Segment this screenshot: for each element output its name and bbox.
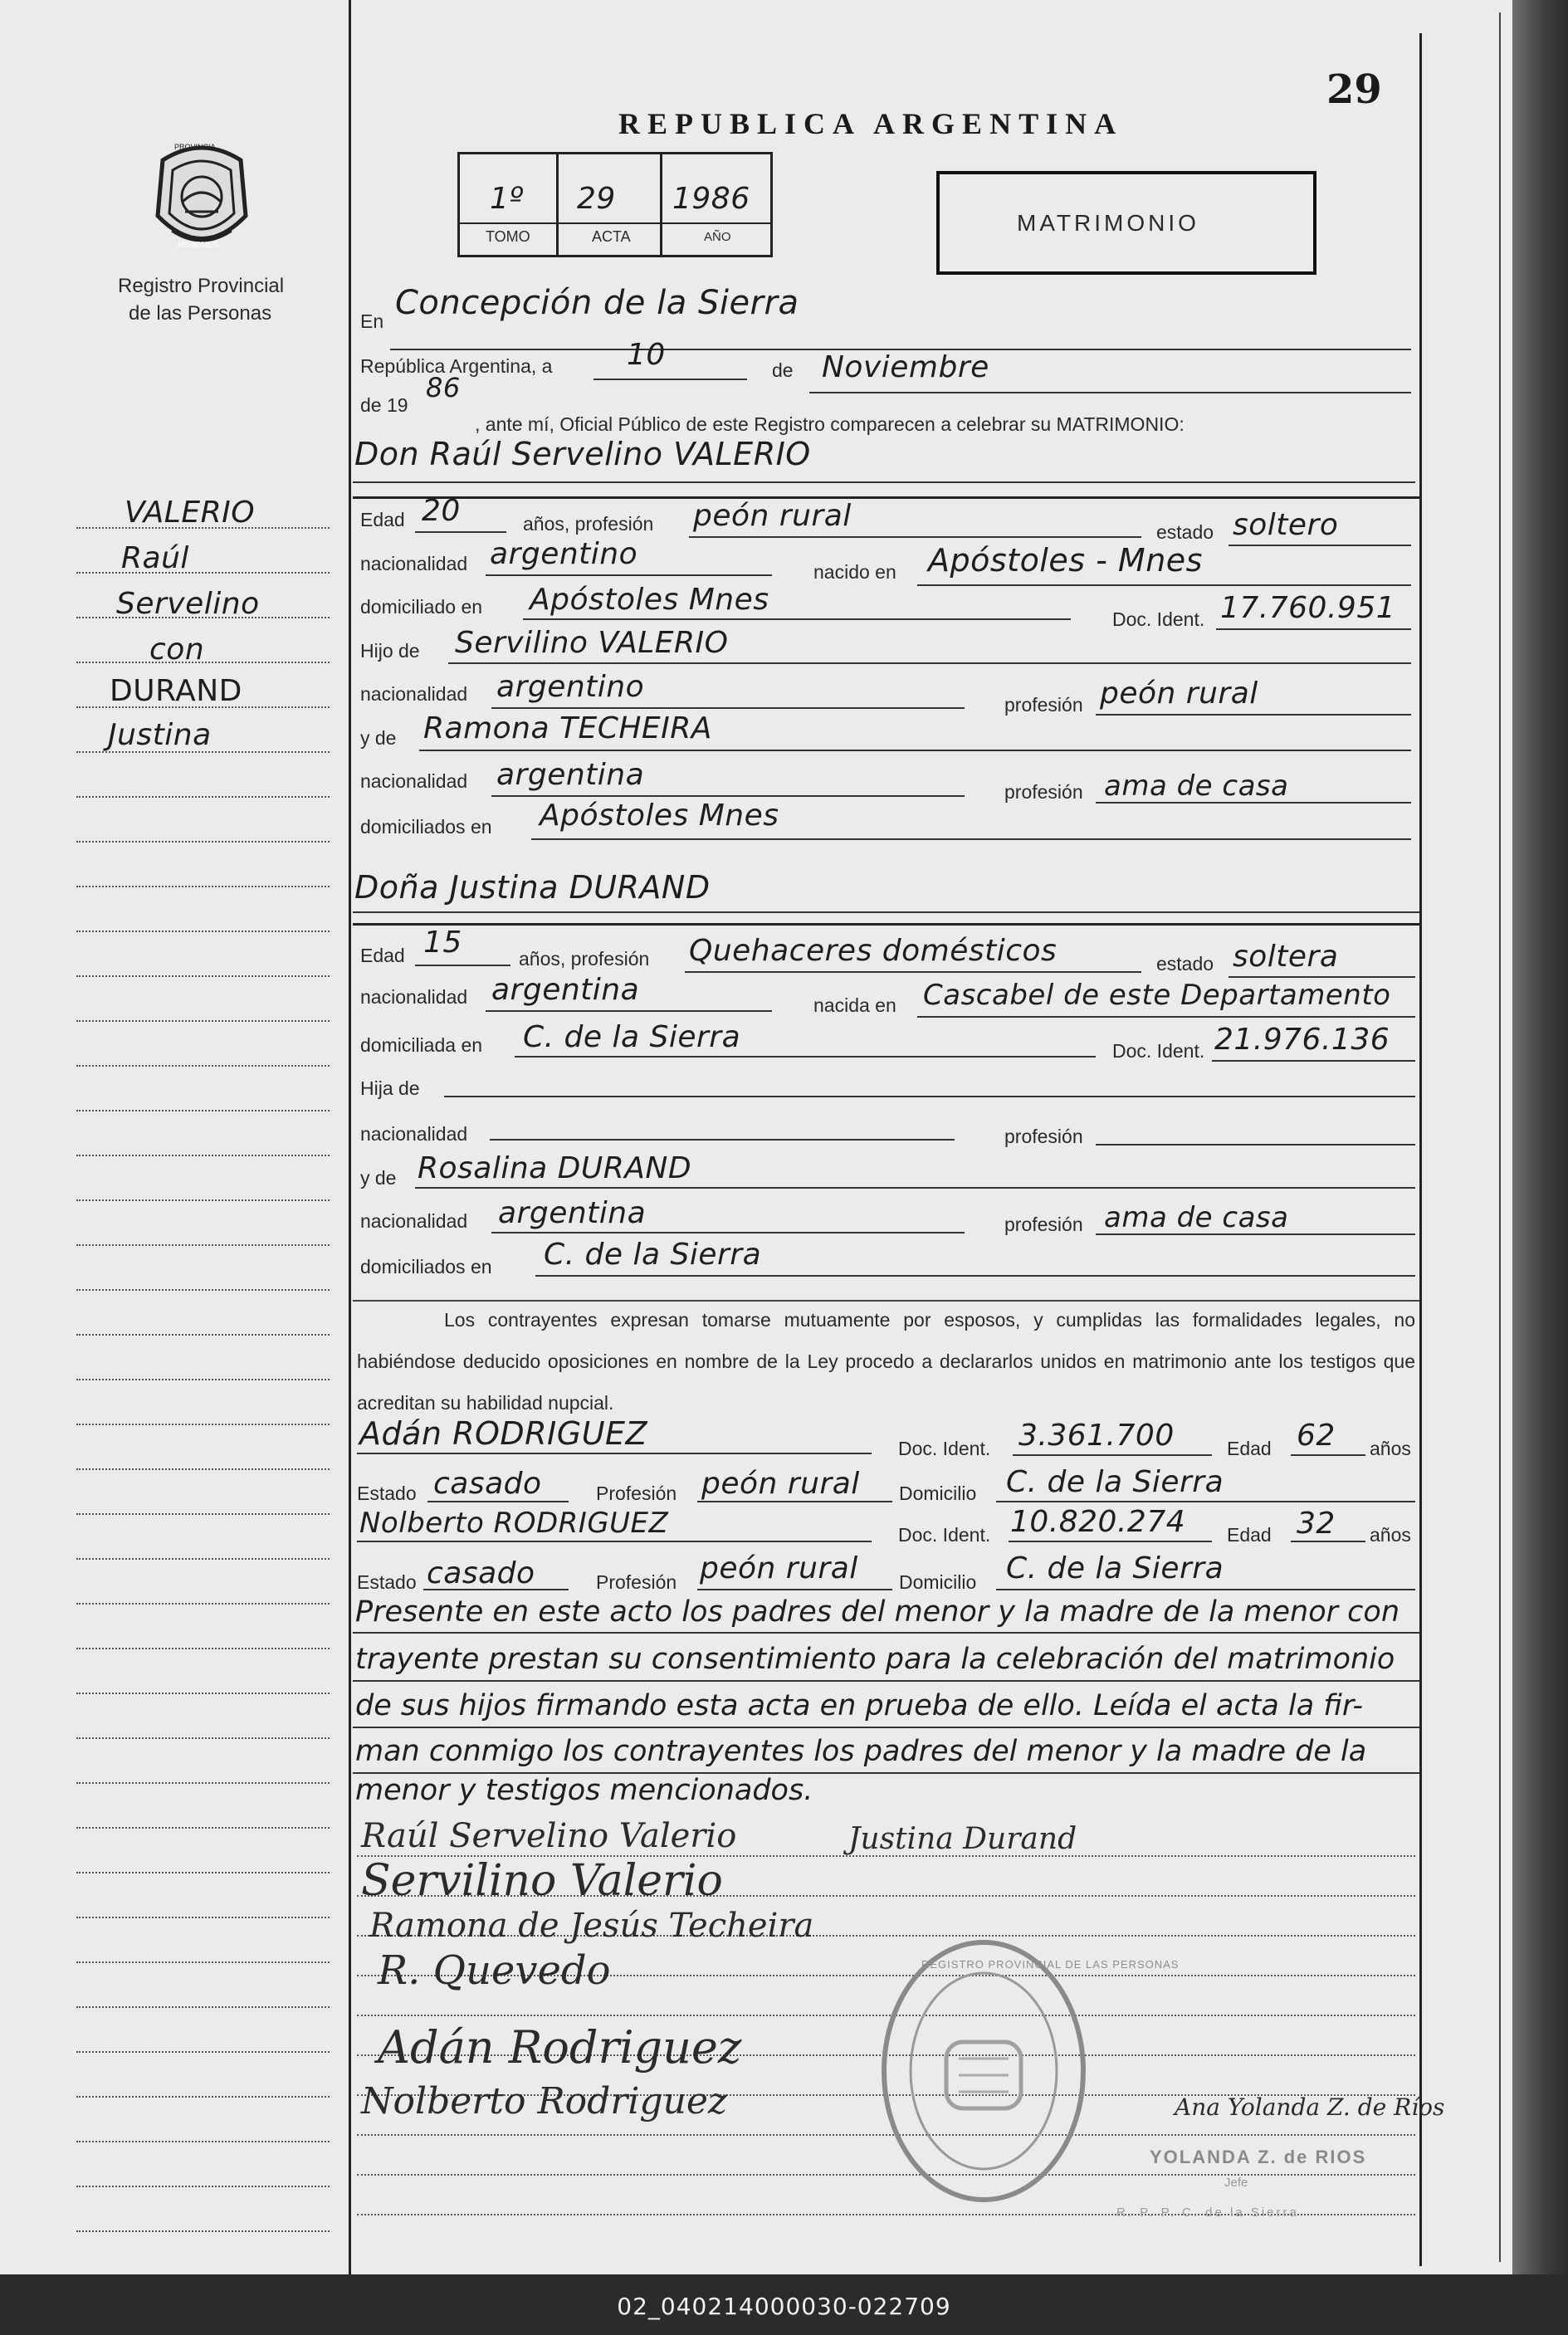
witness-2-profession: peón rural: [700, 1551, 858, 1585]
groom-father-nationality: argentino: [496, 670, 645, 704]
fill-line: [357, 1541, 872, 1542]
bride-mother-name: Rosalina DURAND: [418, 1151, 692, 1185]
witness-1-doc: 3.361.700: [1018, 1419, 1175, 1453]
fill-line: [1096, 1144, 1415, 1146]
acta-value: 29: [577, 182, 616, 216]
marriage-month: Noviembre: [822, 350, 989, 384]
groom-address: Apóstoles Mnes: [530, 583, 769, 617]
bride-parents-address: C. de la Sierra: [544, 1238, 762, 1272]
marriage-day: 10: [627, 338, 666, 372]
margin-note: VALERIO: [125, 496, 256, 530]
bride-mother-nationality-label: nacionalidad: [360, 1210, 468, 1232]
groom-status: soltero: [1233, 508, 1339, 542]
volume-box-divider: [457, 222, 773, 224]
marriage-year: 86: [426, 372, 461, 403]
page-number: 29: [1326, 66, 1382, 113]
fill-line: [1291, 1454, 1365, 1456]
fill-line: [697, 1501, 892, 1502]
bride-doc: 21.976.136: [1214, 1023, 1390, 1057]
fill-line: [1013, 1454, 1212, 1456]
round-seal-text: REGISTRO PROVINCIAL DE LAS PERSONAS: [921, 1958, 1180, 1971]
margin-rule: [349, 0, 351, 2274]
fill-line: [535, 1275, 1415, 1277]
witness-2-address-label: Domicilio: [899, 1571, 977, 1593]
witness-1-doc-label: Doc. Ident.: [898, 1438, 991, 1459]
bride-age-label: Edad: [360, 945, 405, 966]
signature-groom-mother: Ramona de Jesús Techeira: [369, 1907, 814, 1945]
fill-line: [491, 1232, 965, 1233]
fill-line: [491, 707, 965, 709]
legal-declaration: [357, 1299, 1415, 1424]
bride-name: Doña Justina DURAND: [354, 869, 711, 906]
margin-ruling: [76, 1513, 330, 1515]
witness-2-doc-label: Doc. Ident.: [898, 1524, 991, 1546]
volume-box-divider: [556, 152, 559, 257]
year-prefix: de 19: [360, 394, 408, 416]
bride-profession-label: años, profesión: [519, 948, 650, 970]
margin-note: DURAND: [110, 674, 242, 708]
fill-line: [353, 911, 1419, 913]
groom-age-label: Edad: [360, 509, 405, 530]
volume-box-divider: [660, 152, 662, 257]
margin-ruling: [76, 1961, 330, 1963]
fill-line: [423, 1589, 569, 1590]
margin-note: Justina: [108, 718, 212, 752]
legal-declaration-text: Los contrayentes expresan tomarse mutuamente por esposos, y cumplidas las formalidades legales, no habiéndose deducido oposiciones en nombre de la Ley procedo a declararlos unidos en matrimonio ante los testigos que acreditan su habilidad nupcial.: [357, 1309, 1415, 1414]
intro-statement: , ante mí, Oficial Público de este Registro comparecen a celebrar su MATRIMONIO:: [475, 413, 1185, 435]
margin-ruling: [76, 2230, 330, 2232]
fill-line: [415, 531, 506, 533]
place-of-marriage: Concepción de la Sierra: [395, 284, 799, 322]
fill-line: [415, 1187, 1415, 1189]
right-rule: [1419, 33, 1422, 2266]
tomo-value: 1º: [490, 182, 524, 216]
margin-ruling: [76, 572, 330, 574]
provincial-seal-icon: [148, 137, 256, 257]
groom-father-nationality-label: nacionalidad: [360, 683, 468, 705]
fill-line: [486, 1010, 772, 1012]
registry-round-seal-icon: [876, 1934, 1092, 2208]
witness-1-status-label: Estado: [357, 1483, 417, 1504]
acta-label: ACTA: [592, 228, 631, 245]
republica-label: República Argentina, a: [360, 355, 553, 377]
observation-line: menor y testigos mencionados.: [355, 1774, 813, 1807]
fill-line: [689, 536, 1141, 538]
bride-parents-address-label: domiciliados en: [360, 1256, 492, 1277]
margin-ruling: [76, 1379, 330, 1380]
groom-age: 20: [422, 494, 461, 528]
observation-line: man conmigo los contrayentes los padres del menor y la madre de la: [355, 1735, 1367, 1768]
fill-line: [427, 1501, 569, 1502]
signature-bride-mother: R. Quevedo: [378, 1947, 611, 1994]
margin-ruling: [76, 1289, 330, 1291]
fill-line: [1096, 802, 1411, 804]
observation-line: trayente prestan su consentimiento para la celebración del matrimonio: [355, 1643, 1395, 1676]
fill-line: [1216, 628, 1411, 630]
ano-value: 1986: [672, 182, 750, 216]
groom-doc-label: Doc. Ident.: [1112, 608, 1205, 630]
fill-line: [1096, 1233, 1415, 1235]
margin-ruling: [76, 1782, 330, 1784]
margin-ruling: [76, 1648, 330, 1649]
fill-line: [809, 392, 1411, 393]
fill-line: [917, 1016, 1415, 1018]
groom-profession: peón rural: [693, 499, 852, 533]
witness-1-address: C. de la Sierra: [1006, 1465, 1224, 1499]
fill-line: [1291, 1541, 1365, 1542]
fill-line: [353, 1680, 1419, 1682]
witness-1-address-label: Domicilio: [899, 1483, 977, 1504]
groom-nationality-label: nacionalidad: [360, 553, 468, 574]
groom-nationality: argentino: [490, 537, 638, 571]
bride-mother-label: y de: [360, 1167, 397, 1189]
fill-line: [697, 1589, 892, 1590]
margin-ruling: [76, 2051, 330, 2053]
registry-name-line2: de las Personas: [129, 302, 272, 325]
image-identifier: 02_040214000030-022709: [617, 2293, 951, 2320]
margin-ruling: [76, 1693, 330, 1694]
witness-1-profession-label: Profesión: [596, 1483, 677, 1504]
fill-line: [486, 574, 772, 576]
bride-profession: Quehaceres domésticos: [689, 934, 1058, 968]
groom-parents-address: Apóstoles Mnes: [540, 799, 779, 833]
margin-ruling: [76, 2096, 330, 2098]
seal-label-top: PROVINCIA: [174, 143, 216, 151]
margin-ruling: [76, 1917, 330, 1918]
page-edge-rule: [1499, 12, 1501, 2262]
fill-line: [415, 965, 510, 966]
groom-address-label: domiciliado en: [360, 596, 483, 618]
bride-status-label: estado: [1156, 953, 1214, 975]
groom-status-label: estado: [1156, 521, 1214, 543]
witness-2-status: casado: [427, 1556, 535, 1590]
registry-name-line1: Registro Provincial: [118, 275, 285, 297]
fill-line: [917, 584, 1411, 586]
fill-line: [1229, 976, 1415, 978]
bride-birthplace: Cascabel de este Departamento: [923, 979, 1391, 1012]
fill-line: [593, 379, 747, 380]
fill-line: [996, 1501, 1415, 1502]
fill-line: [1212, 1060, 1415, 1062]
fill-line: [996, 1589, 1415, 1590]
fill-line: [353, 481, 1415, 483]
witness-1-status: casado: [433, 1467, 542, 1501]
observation-line: de sus hijos firmando esta acta en prueba de ello. Leída el acta la fir-: [355, 1689, 1363, 1722]
witness-2-years-label: años: [1370, 1524, 1411, 1546]
margin-ruling: [76, 1334, 330, 1336]
margin-ruling: [76, 1155, 330, 1156]
witness-1-name: Adán RODRIGUEZ: [359, 1415, 648, 1452]
witness-2-status-label: Estado: [357, 1571, 417, 1593]
margin-ruling: [76, 2141, 330, 2142]
bride-mother-nationality: argentina: [498, 1196, 647, 1230]
witness-2-age-label: Edad: [1227, 1524, 1272, 1546]
bride-address-label: domiciliada en: [360, 1034, 483, 1056]
groom-mother-label: y de: [360, 727, 397, 749]
section-separator: [353, 496, 1419, 499]
groom-mother-name: Ramona TECHEIRA: [423, 711, 712, 745]
bride-father-nationality-label: nacionalidad: [360, 1123, 468, 1145]
bride-address: C. de la Sierra: [523, 1020, 741, 1054]
margin-ruling: [76, 1244, 330, 1246]
bride-status: soltera: [1233, 940, 1339, 974]
signature-groom: Raúl Servelino Valerio: [361, 1817, 737, 1855]
official-stamp-title: Jefe: [1224, 2176, 1248, 2190]
bride-father-label: Hija de: [360, 1077, 420, 1099]
fill-line: [357, 1453, 872, 1454]
fill-line: [490, 1139, 955, 1141]
bride-doc-label: Doc. Ident.: [1112, 1040, 1205, 1062]
margin-ruling: [76, 796, 330, 798]
margin-ruling: [76, 1603, 330, 1605]
margin-ruling: [76, 1020, 330, 1022]
margin-ruling: [76, 2006, 330, 2008]
fill-line: [444, 1096, 1415, 1097]
seal-label-bottom: MISIONES: [178, 241, 218, 250]
bride-mother-profession: ama de casa: [1104, 1201, 1289, 1234]
official-stamp-name: YOLANDA Z. de RIOS: [1150, 2147, 1367, 2167]
witness-2-name: Nolberto RODRIGUEZ: [359, 1507, 669, 1540]
fill-line: [448, 662, 1411, 664]
fill-line: [353, 1727, 1419, 1728]
groom-name: Don Raúl Servelino VALERIO: [354, 436, 811, 472]
groom-father-profession-label: profesión: [1004, 694, 1083, 716]
groom-parents-address-label: domiciliados en: [360, 816, 492, 838]
act-type-label: MATRIMONIO: [1017, 210, 1199, 236]
margin-ruling: [76, 841, 330, 843]
margin-ruling: [76, 931, 330, 932]
witness-1-profession: peón rural: [701, 1467, 860, 1501]
bride-birthplace-label: nacida en: [813, 994, 896, 1016]
witness-2-address: C. de la Sierra: [1006, 1551, 1224, 1585]
margin-ruling: [76, 1827, 330, 1829]
de-label: de: [772, 359, 794, 381]
groom-mother-profession: ama de casa: [1104, 769, 1289, 803]
signature-witness-2: Nolberto Rodriguez: [361, 2080, 728, 2123]
witness-2-profession-label: Profesión: [596, 1571, 677, 1593]
fill-line: [531, 838, 1411, 840]
bride-mother-profession-label: profesión: [1004, 1214, 1083, 1235]
groom-mother-nationality: argentina: [496, 758, 645, 792]
witness-1-age: 62: [1297, 1419, 1336, 1453]
tomo-label: TOMO: [486, 228, 530, 245]
fill-line: [685, 971, 1141, 973]
ano-label: AÑO: [704, 230, 731, 244]
section-separator: [353, 923, 1419, 926]
bride-father-profession-label: profesión: [1004, 1126, 1083, 1147]
bride-nationality-label: nacionalidad: [360, 986, 468, 1008]
witness-2-doc: 10.820.274: [1010, 1505, 1186, 1539]
margin-ruling: [76, 975, 330, 977]
margin-note: Raúl: [121, 541, 189, 575]
groom-birthplace-label: nacido en: [813, 561, 896, 583]
fill-line: [1009, 1541, 1212, 1542]
signature-witness-1: Adán Rodriguez: [378, 2021, 742, 2074]
groom-father-label: Hijo de: [360, 640, 420, 662]
observation-line: Presente en este acto los padres del menor y la madre de la menor con: [355, 1595, 1400, 1629]
fill-line: [1229, 545, 1411, 546]
groom-doc: 17.760.951: [1220, 591, 1396, 625]
margin-ruling: [76, 1065, 330, 1067]
margin-ruling: [76, 1199, 330, 1201]
country-heading: REPUBLICA ARGENTINA: [618, 107, 1124, 140]
groom-birthplace: Apóstoles - Mnes: [928, 542, 1203, 579]
fill-line: [523, 618, 1071, 620]
groom-father-profession: peón rural: [1100, 677, 1258, 711]
margin-note: con: [149, 633, 205, 667]
en-label: En: [360, 310, 384, 332]
fill-line: [1096, 714, 1411, 716]
groom-mother-profession-label: profesión: [1004, 781, 1083, 803]
fill-line: [353, 1632, 1419, 1634]
fill-line: [515, 1056, 1096, 1058]
groom-father-name: Servilino VALERIO: [455, 626, 729, 660]
signature-official: Ana Yolanda Z. de Ríos: [1175, 2093, 1445, 2121]
margin-ruling: [76, 2186, 330, 2187]
margin-ruling: [76, 1424, 330, 1425]
margin-ruling: [76, 1558, 330, 1560]
margin-ruling: [76, 886, 330, 887]
witness-1-years-label: años: [1370, 1438, 1411, 1459]
margin-ruling: [76, 1737, 330, 1739]
signature-bride: Justina Durand: [848, 1822, 1077, 1856]
margin-ruling: [76, 1468, 330, 1470]
margin-ruling: [76, 1110, 330, 1111]
bride-age: 15: [423, 926, 462, 960]
margin-note: Servelino: [116, 587, 260, 621]
witness-1-age-label: Edad: [1227, 1438, 1272, 1459]
margin-ruling: [76, 1872, 330, 1873]
groom-profession-label: años, profesión: [523, 513, 654, 535]
fill-line: [419, 750, 1411, 751]
fill-line: [491, 795, 965, 797]
book-edge-shadow: [1512, 0, 1568, 2335]
signature-groom-father: Servilino Valerio: [361, 1856, 723, 1906]
groom-mother-nationality-label: nacionalidad: [360, 770, 468, 792]
bride-nationality: argentina: [491, 973, 640, 1007]
official-stamp-office: R. P. P. C. de la Sierra: [1116, 2206, 1299, 2220]
witness-2-age: 32: [1297, 1507, 1336, 1541]
